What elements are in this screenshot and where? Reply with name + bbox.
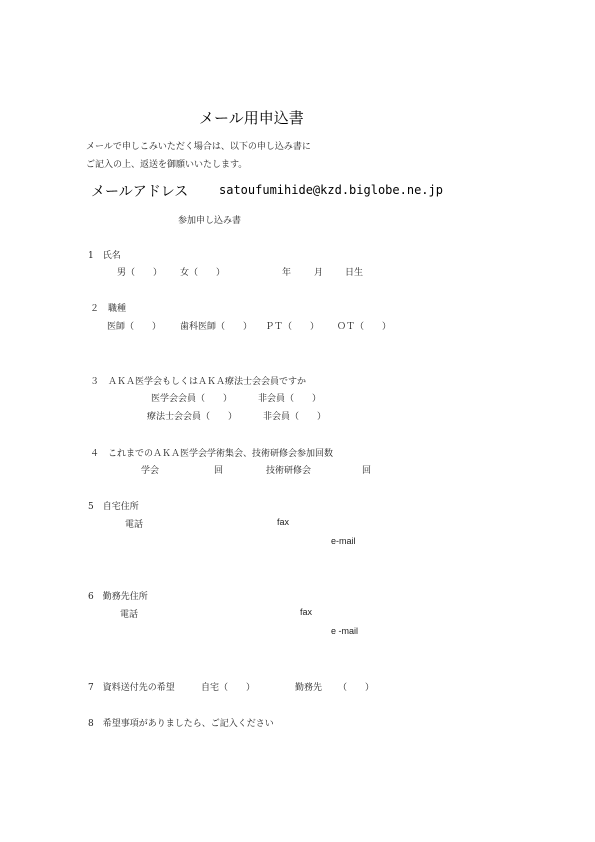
q5-heading: 5 自宅住所 <box>88 502 139 512</box>
form-title: 参加申し込み書 <box>178 216 242 226</box>
q6-fax-label: fax <box>300 607 313 617</box>
q1-female-field: 女（ ） <box>180 268 226 278</box>
page-title: メール用申込書 <box>199 109 304 127</box>
q2-heading: ２ 職種 <box>90 304 127 314</box>
q4-times-label-2: 回 <box>362 466 372 476</box>
q6-heading: 6 勤務先住所 <box>88 592 148 602</box>
q1-year-label: 年 <box>282 268 292 278</box>
q5-phone-label: 電話 <box>125 520 144 530</box>
q3-heading: ３ ＡＫＡ医学会もしくはＡＫＡ療法士会会員ですか <box>90 377 307 387</box>
q1-month-label: 月 <box>314 268 324 278</box>
q2-dentist-field: 歯科医師（ ） <box>180 322 253 332</box>
q6-phone-label: 電話 <box>120 610 139 620</box>
q4-heading: ４ これまでのＡＫＡ医学会学術集会、技術研修会参加回数 <box>90 449 334 459</box>
q7-home-field: 自宅（ ） <box>201 683 256 693</box>
q3-non-member-field-1: 非会員（ ） <box>258 394 322 404</box>
q4-training-label: 技術研修会 <box>266 466 312 476</box>
q6-email-label: e -mail <box>331 626 359 636</box>
intro-line-1: メールで申しこみいただく場合は、以下の申し込み書に <box>86 142 311 152</box>
q5-email-label: e-mail <box>331 536 356 546</box>
mail-address-label: メールアドレス <box>91 184 189 200</box>
intro-line-2: ご記入の上、返送を御願いいたします。 <box>86 160 248 170</box>
q2-pt-field: ＰＴ（ ） <box>265 322 320 332</box>
q1-heading: 1 氏名 <box>88 251 121 261</box>
q4-times-label-1: 回 <box>214 466 224 476</box>
q5-fax-label: fax <box>277 517 290 527</box>
q4-conference-label: 学会 <box>141 466 160 476</box>
q1-day-label: 日生 <box>345 268 364 278</box>
q3-non-member-field-2: 非会員（ ） <box>263 412 327 422</box>
q2-doctor-field: 医師（ ） <box>107 322 162 332</box>
q7-heading: 7 資料送付先の希望 <box>88 683 175 693</box>
mail-address-value: satoufumihide@kzd.biglobe.ne.jp <box>219 183 443 197</box>
q2-ot-field: ＯＴ（ ） <box>337 322 392 332</box>
q7-work-label: 勤務先 <box>295 683 323 693</box>
q8-heading: 8 希望事項がありましたら、ご記入ください <box>88 719 274 729</box>
q3-therapist-member-field: 療法士会会員（ ） <box>147 412 238 422</box>
q1-male-field: 男（ ） <box>117 268 163 278</box>
q3-medical-member-field: 医学会会員（ ） <box>151 394 233 404</box>
q7-work-field: （ ） <box>338 683 375 693</box>
